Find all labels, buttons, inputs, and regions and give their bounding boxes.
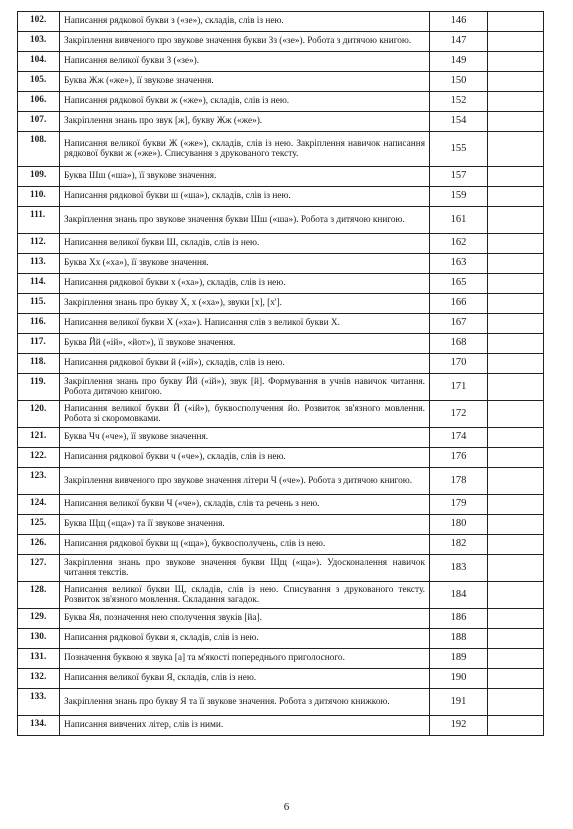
- page-ref: 146: [430, 12, 488, 32]
- page-ref: 157: [430, 167, 488, 187]
- page-ref: 179: [430, 495, 488, 515]
- row-number: 115.: [18, 294, 60, 314]
- table-row: [18, 334, 544, 354]
- blank-cell: [488, 72, 544, 92]
- lesson-topic: Написання рядкової букви ч («че»), складів, слів із нею.: [60, 448, 430, 468]
- lesson-topic: Написання великої букви Ш, складів, слів із нею.: [60, 234, 430, 254]
- table-row: [18, 354, 544, 374]
- page-ref: 191: [430, 689, 488, 716]
- table-row: [18, 132, 544, 167]
- blank-cell: [488, 428, 544, 448]
- row-number: 107.: [18, 112, 60, 132]
- blank-cell: [488, 515, 544, 535]
- row-number: 131.: [18, 649, 60, 669]
- lesson-topic: Закріплення знань про букву Я та її звукове значення. Робота з дитячою книжкою.: [60, 689, 430, 716]
- page-ref: 188: [430, 629, 488, 649]
- table-row: [18, 294, 544, 314]
- blank-cell: [488, 12, 544, 32]
- row-number: 129.: [18, 609, 60, 629]
- blank-cell: [488, 314, 544, 334]
- blank-cell: [488, 401, 544, 428]
- page-ref: 182: [430, 535, 488, 555]
- lesson-topic: Написання рядкової букви х («ха»), складів, слів із нею.: [60, 274, 430, 294]
- row-number: 114.: [18, 274, 60, 294]
- blank-cell: [488, 649, 544, 669]
- row-number: 109.: [18, 167, 60, 187]
- row-number: 105.: [18, 72, 60, 92]
- table-row: [18, 12, 544, 32]
- row-number: 132.: [18, 669, 60, 689]
- page-ref: 192: [430, 716, 488, 736]
- row-number: 117.: [18, 334, 60, 354]
- row-number: 111.: [18, 207, 60, 234]
- blank-cell: [488, 92, 544, 112]
- blank-cell: [488, 629, 544, 649]
- table-body: [18, 12, 544, 736]
- table-row: [18, 689, 544, 716]
- row-number: 126.: [18, 535, 60, 555]
- lesson-topic: Написання великої букви Я, складів, слів із нею.: [60, 669, 430, 689]
- lesson-topic: Написання рядкової букви з («зе»), складів, слів із нею.: [60, 12, 430, 32]
- row-number: 133.: [18, 689, 60, 716]
- page-ref: 167: [430, 314, 488, 334]
- lesson-topic: Написання рядкової букви я, складів, слів із нею.: [60, 629, 430, 649]
- table-row: [18, 629, 544, 649]
- page-ref: 189: [430, 649, 488, 669]
- lesson-topic: Написання великої букви Щ, складів, слів із нею. Списування з друкованого тексту. Розвиток зв'язного мовлення. Складання загадок.: [60, 582, 430, 609]
- table-row: [18, 187, 544, 207]
- blank-cell: [488, 689, 544, 716]
- row-number: 125.: [18, 515, 60, 535]
- blank-cell: [488, 535, 544, 555]
- table-row: [18, 649, 544, 669]
- lesson-topic: Закріплення знань про букву Йй («ій»), звук [й]. Формування в учнів навичок читання. Робота дитячою книгою.: [60, 374, 430, 401]
- table-row: [18, 448, 544, 468]
- row-number: 110.: [18, 187, 60, 207]
- row-number: 113.: [18, 254, 60, 274]
- lesson-topic: Закріплення знань про звукове значення букви Щщ («ща»). Удосконалення навичок читання текстів.: [60, 555, 430, 582]
- table-row: [18, 582, 544, 609]
- row-number: 106.: [18, 92, 60, 112]
- page-ref: 186: [430, 609, 488, 629]
- lesson-topic: Закріплення знань про звукове значення букви Шш («ша»). Робота з дитячою книгою.: [60, 207, 430, 234]
- page-ref: 154: [430, 112, 488, 132]
- page-ref: 184: [430, 582, 488, 609]
- lesson-topic: Написання рядкової букви ш («ша»), складів, слів із нею.: [60, 187, 430, 207]
- lesson-topic: Написання великої букви З («зе»).: [60, 52, 430, 72]
- lesson-table: [17, 11, 544, 736]
- row-number: 108.: [18, 132, 60, 167]
- table-row: [18, 72, 544, 92]
- blank-cell: [488, 354, 544, 374]
- row-number: 102.: [18, 12, 60, 32]
- blank-cell: [488, 294, 544, 314]
- table-row: [18, 32, 544, 52]
- lesson-topic: Написання великої букви Ч («че»), складів, слів та речень з нею.: [60, 495, 430, 515]
- page-ref: 165: [430, 274, 488, 294]
- page-ref: 161: [430, 207, 488, 234]
- table-row: [18, 555, 544, 582]
- blank-cell: [488, 669, 544, 689]
- table-row: [18, 254, 544, 274]
- lesson-topic: Закріплення вивченого про звукове значення літери Ч («че»). Робота з дитячою книгою.: [60, 468, 430, 495]
- page-ref: 183: [430, 555, 488, 582]
- blank-cell: [488, 374, 544, 401]
- page-ref: 176: [430, 448, 488, 468]
- blank-cell: [488, 716, 544, 736]
- page-ref: 147: [430, 32, 488, 52]
- blank-cell: [488, 609, 544, 629]
- table-row: [18, 207, 544, 234]
- lesson-topic: Написання великої букви Ж («же»), складів, слів із нею. Закріплення навичок написання рядкової букви ж («же»). Списування з друкованого тексту.: [60, 132, 430, 167]
- table-row: [18, 535, 544, 555]
- lesson-topic: Закріплення знань про звук [ж], букву Жж («же»).: [60, 112, 430, 132]
- lesson-topic: Буква Йй («ій», «йот»), її звукове значення.: [60, 334, 430, 354]
- page-ref: 174: [430, 428, 488, 448]
- table-row: [18, 468, 544, 495]
- page-ref: 190: [430, 669, 488, 689]
- table-row: [18, 274, 544, 294]
- table-row: [18, 314, 544, 334]
- blank-cell: [488, 207, 544, 234]
- table-row: [18, 92, 544, 112]
- lesson-topic: Закріплення вивченого про звукове значення букви Зз («зе»). Робота з дитячою книгою.: [60, 32, 430, 52]
- blank-cell: [488, 167, 544, 187]
- table-row: [18, 234, 544, 254]
- blank-cell: [488, 334, 544, 354]
- row-number: 104.: [18, 52, 60, 72]
- row-number: 127.: [18, 555, 60, 582]
- page-ref: 172: [430, 401, 488, 428]
- lesson-topic: Написання вивчених літер, слів із ними.: [60, 716, 430, 736]
- table-row: [18, 374, 544, 401]
- page-ref: 178: [430, 468, 488, 495]
- page-ref: 159: [430, 187, 488, 207]
- blank-cell: [488, 555, 544, 582]
- table-row: [18, 401, 544, 428]
- blank-cell: [488, 32, 544, 52]
- lesson-topic: Буква Яя, позначення нею сполучення звуків [йа].: [60, 609, 430, 629]
- blank-cell: [488, 582, 544, 609]
- page-ref: 150: [430, 72, 488, 92]
- lesson-topic: Буква Жж («же»), її звукове значення.: [60, 72, 430, 92]
- table-row: [18, 495, 544, 515]
- page-ref: 168: [430, 334, 488, 354]
- table-row: [18, 515, 544, 535]
- blank-cell: [488, 254, 544, 274]
- page-ref: 155: [430, 132, 488, 167]
- table-row: [18, 167, 544, 187]
- lesson-topic: Написання рядкової букви щ («ща»), буквосполучень, слів із нею.: [60, 535, 430, 555]
- row-number: 134.: [18, 716, 60, 736]
- lesson-topic: Написання великої букви Й («ій»), буквосполучення йо. Розвиток зв'язного мовлення. Робота зі скоромовками.: [60, 401, 430, 428]
- page-ref: 149: [430, 52, 488, 72]
- row-number: 124.: [18, 495, 60, 515]
- page-ref: 152: [430, 92, 488, 112]
- lesson-topic: Написання рядкової букви ж («же»), складів, слів із нею.: [60, 92, 430, 112]
- lesson-topic: Закріплення знань про букву Х, х («ха»), звуки [х], [х'].: [60, 294, 430, 314]
- row-number: 103.: [18, 32, 60, 52]
- blank-cell: [488, 274, 544, 294]
- row-number: 112.: [18, 234, 60, 254]
- page-ref: 171: [430, 374, 488, 401]
- blank-cell: [488, 448, 544, 468]
- blank-cell: [488, 187, 544, 207]
- table-row: [18, 669, 544, 689]
- lesson-topic: Буква Шш («ша»), її звукове значення.: [60, 167, 430, 187]
- row-number: 119.: [18, 374, 60, 401]
- lesson-topic: Буква Хх («ха»), її звукове значення.: [60, 254, 430, 274]
- table-row: [18, 716, 544, 736]
- row-number: 122.: [18, 448, 60, 468]
- row-number: 123.: [18, 468, 60, 495]
- page-ref: 162: [430, 234, 488, 254]
- table-row: [18, 428, 544, 448]
- page-ref: 170: [430, 354, 488, 374]
- row-number: 121.: [18, 428, 60, 448]
- row-number: 118.: [18, 354, 60, 374]
- row-number: 116.: [18, 314, 60, 334]
- lesson-topic: Позначення буквою я звука [а] та м'якості попереднього приголосного.: [60, 649, 430, 669]
- lesson-topic: Буква Чч («че»), її звукове значення.: [60, 428, 430, 448]
- table-row: [18, 609, 544, 629]
- table-row: [18, 112, 544, 132]
- blank-cell: [488, 495, 544, 515]
- blank-cell: [488, 234, 544, 254]
- blank-cell: [488, 132, 544, 167]
- blank-cell: [488, 52, 544, 72]
- lesson-topic: Буква Щщ («ща») та її звукове значення.: [60, 515, 430, 535]
- row-number: 128.: [18, 582, 60, 609]
- page-ref: 180: [430, 515, 488, 535]
- row-number: 130.: [18, 629, 60, 649]
- lesson-topic: Написання великої букви Х («ха»). Написання слів з великої букви Х.: [60, 314, 430, 334]
- blank-cell: [488, 468, 544, 495]
- page-ref: 163: [430, 254, 488, 274]
- page-ref: 166: [430, 294, 488, 314]
- page-number: 6: [283, 801, 290, 813]
- blank-cell: [488, 112, 544, 132]
- lesson-topic: Написання рядкової букви й («ій»), складів, слів із нею.: [60, 354, 430, 374]
- row-number: 120.: [18, 401, 60, 428]
- table-row: [18, 52, 544, 72]
